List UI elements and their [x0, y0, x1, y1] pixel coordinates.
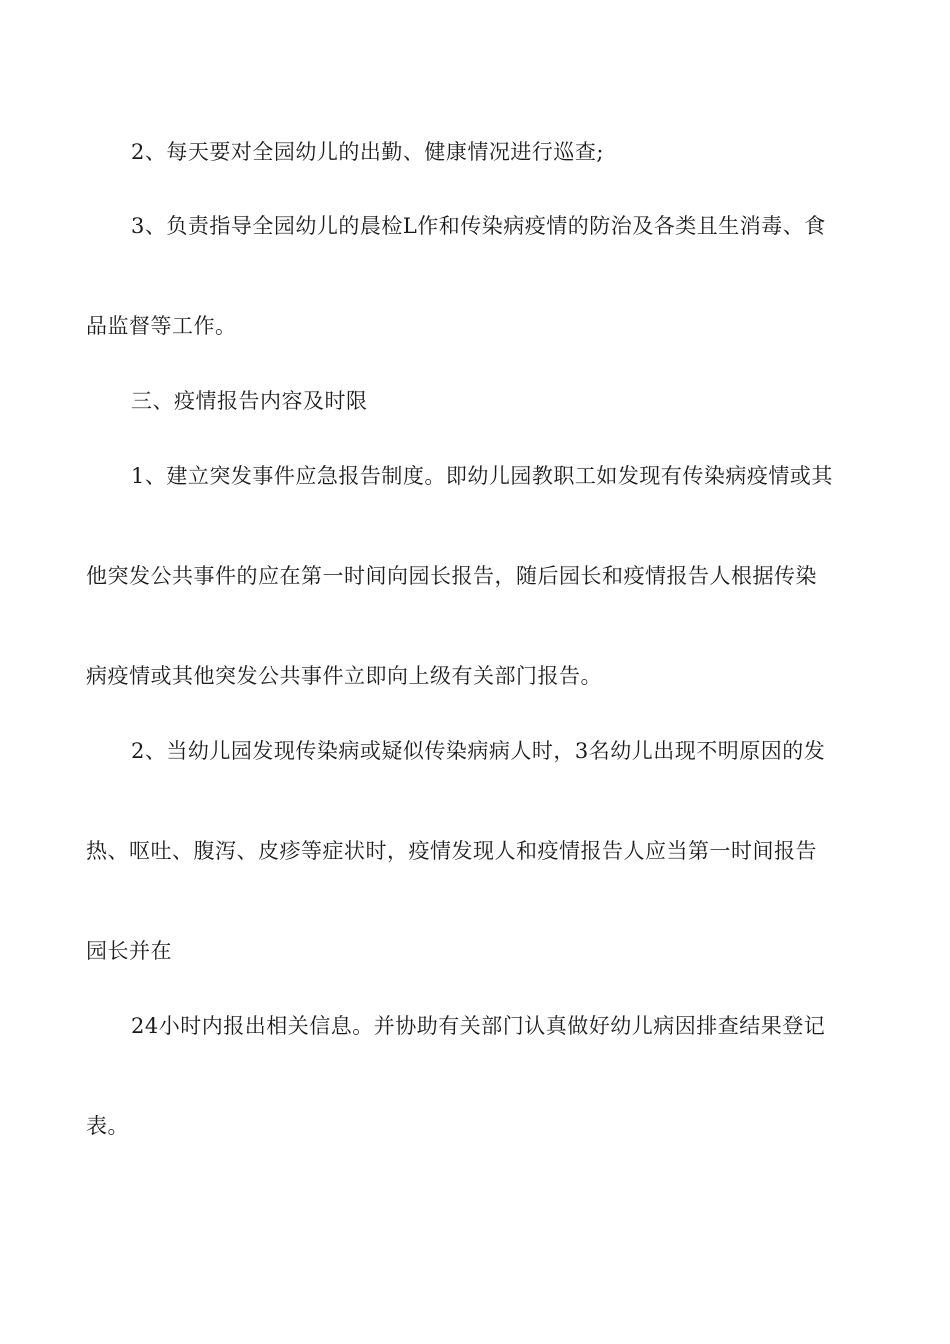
section-item-2-line-5: 表。: [86, 1114, 129, 1138]
section-item-1-line-3: 病疫情或其他突发公共事件立即向上级有关部门报告。: [86, 664, 602, 688]
list-item-3-line-1: 3、负责指导全园幼儿的晨检L作和传染病疫情的防治及各类且生消毒、食: [131, 214, 826, 238]
section-item-1-line-1: 1、建立突发事件应急报告制度。即幼儿园教职工如发现有传染病疫情或其: [131, 464, 833, 488]
list-item-3-line-2: 品监督等工作。: [86, 314, 237, 338]
section-item-2-line-4: 24小时内报出相关信息。并协助有关部门认真做好幼儿病因排查结果登记: [131, 1014, 826, 1038]
section-item-2-line-1: 2、当幼儿园发现传染病或疑似传染病病人时，3名幼儿出现不明原因的发: [131, 739, 826, 763]
section-item-2-line-3: 园长并在: [86, 939, 172, 963]
list-item-2-line: 2、每天要对全园幼儿的出勤、健康情况进行巡查;: [131, 140, 604, 164]
section-item-1-line-2: 他突发公共事件的应在第一时间向园长报告，随后园长和疫情报告人根据传染: [86, 564, 817, 588]
section-item-2-line-2: 热、呕吐、腹泻、皮疹等症状时，疫情发现人和疫情报告人应当第一时间报告: [86, 839, 817, 863]
section-heading: 三、疫情报告内容及时限: [131, 389, 368, 413]
